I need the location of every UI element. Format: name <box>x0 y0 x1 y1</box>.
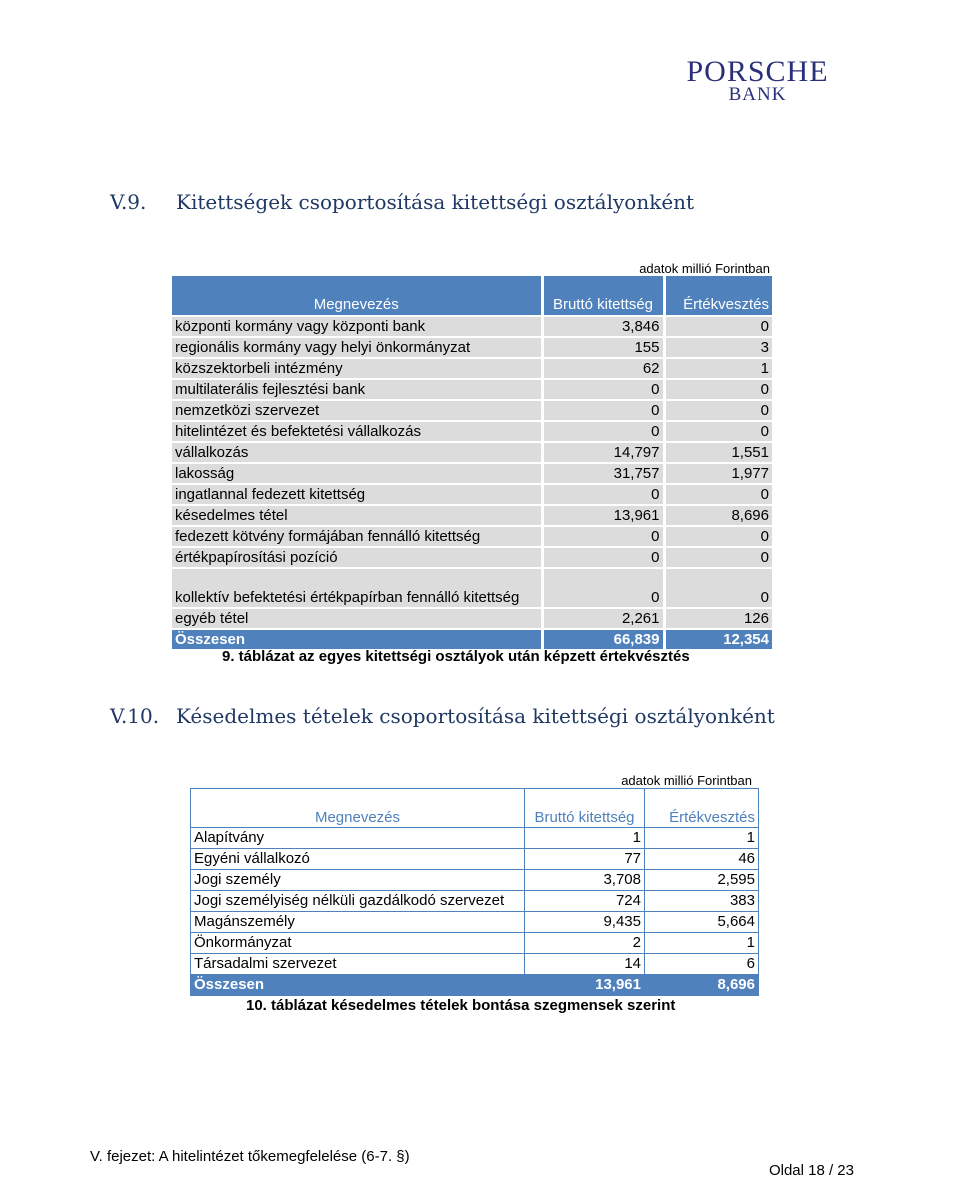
row-impairment: 383 <box>645 891 759 912</box>
row-impairment: 2,595 <box>645 870 759 891</box>
row-impairment: 0 <box>664 379 772 400</box>
row-impairment: 0 <box>664 526 772 547</box>
table-row <box>172 400 772 421</box>
table-row <box>172 505 772 526</box>
header-impairment: Értékvesztés <box>645 789 759 828</box>
section2-caption: 10. táblázat késedelmes tételek bontása szegmensek szerint <box>246 997 676 1014</box>
table-row <box>172 463 772 484</box>
row-impairment: 0 <box>664 568 772 608</box>
row-gross-exposure: 1 <box>525 828 645 849</box>
row-gross-exposure: 13,961 <box>542 505 664 526</box>
section1-caption: 9. táblázat az egyes kitettségi osztályok után képzett értekvésztés <box>222 648 690 665</box>
logo-line1: PORSCHE <box>686 55 829 88</box>
row-gross-exposure: 0 <box>542 379 664 400</box>
row-impairment: 6 <box>645 954 759 975</box>
header-name: Megnevezés <box>191 789 525 828</box>
row-impairment: 126 <box>664 608 772 629</box>
row-label: Alapítvány <box>191 828 525 849</box>
table-row <box>172 608 772 629</box>
section2-heading <box>110 704 775 728</box>
row-gross-exposure: 14 <box>525 954 645 975</box>
row-impairment: 1,977 <box>664 463 772 484</box>
total-label: Összesen <box>191 975 525 996</box>
table-row <box>191 828 759 849</box>
table-row <box>191 849 759 870</box>
row-gross-exposure: 31,757 <box>542 463 664 484</box>
row-impairment: 0 <box>664 547 772 568</box>
table-row <box>172 442 772 463</box>
row-gross-exposure: 0 <box>542 568 664 608</box>
row-gross-exposure: 0 <box>542 484 664 505</box>
row-impairment: 1,551 <box>664 442 772 463</box>
section1-number: V.9. <box>110 190 147 214</box>
row-label: kollektív befektetési értékpapírban fennálló kitettség <box>172 568 542 608</box>
row-label: késedelmes tétel <box>172 505 542 526</box>
row-label: Társadalmi szervezet <box>191 954 525 975</box>
table-row <box>172 484 772 505</box>
row-label: vállalkozás <box>172 442 542 463</box>
row-gross-exposure: 0 <box>542 547 664 568</box>
footer-page-number: Oldal 18 / 23 <box>768 1162 854 1179</box>
table-header-row <box>172 276 772 316</box>
row-label: nemzetközi szervezet <box>172 400 542 421</box>
row-gross-exposure: 0 <box>542 526 664 547</box>
total-gross-exposure: 13,961 <box>525 975 645 996</box>
row-gross-exposure: 724 <box>525 891 645 912</box>
row-gross-exposure: 2 <box>525 933 645 954</box>
table-row <box>172 358 772 379</box>
row-label: hitelintézet és befektetési vállalkozás <box>172 421 542 442</box>
row-label: Magánszemély <box>191 912 525 933</box>
section2-number: V.10. <box>110 704 160 728</box>
row-gross-exposure: 0 <box>542 400 664 421</box>
row-gross-exposure: 3,846 <box>542 316 664 337</box>
row-label: fedezett kötvény formájában fennálló kitettség <box>172 526 542 547</box>
row-gross-exposure: 3,708 <box>525 870 645 891</box>
table-row <box>172 379 772 400</box>
table-row <box>172 526 772 547</box>
footer-chapter: V. fejezet: A hitelintézet tőkemegfelelése (6-7. §) <box>90 1148 410 1165</box>
header-gross-exposure: Bruttó kitettség <box>542 276 664 316</box>
row-label: lakosság <box>172 463 542 484</box>
logo-line2: BANK <box>728 84 787 105</box>
table-row <box>191 891 759 912</box>
row-label: ingatlannal fedezett kitettség <box>172 484 542 505</box>
table-row <box>172 337 772 358</box>
row-impairment: 46 <box>645 849 759 870</box>
row-impairment: 1 <box>645 828 759 849</box>
row-label: Jogi személyiség nélküli gazdálkodó szervezet <box>191 891 525 912</box>
row-label: regionális kormány vagy helyi önkormányzat <box>172 337 542 358</box>
table-row <box>172 547 772 568</box>
table-total-row <box>191 975 759 996</box>
row-label: értékpapírosítási pozíció <box>172 547 542 568</box>
row-label: egyéb tétel <box>172 608 542 629</box>
row-impairment: 1 <box>664 358 772 379</box>
row-gross-exposure: 77 <box>525 849 645 870</box>
row-impairment: 0 <box>664 484 772 505</box>
table-row <box>191 954 759 975</box>
row-impairment: 0 <box>664 400 772 421</box>
header-gross-exposure: Bruttó kitettség <box>525 789 645 828</box>
row-label: Jogi személy <box>191 870 525 891</box>
row-impairment: 5,664 <box>645 912 759 933</box>
section2-unit-note: adatok millió Forintban <box>621 773 752 788</box>
row-gross-exposure: 155 <box>542 337 664 358</box>
section1-heading <box>110 190 694 214</box>
total-gross-exposure: 66,839 <box>542 629 664 650</box>
section1-unit-note: adatok millió Forintban <box>639 261 770 276</box>
total-impairment: 8,696 <box>645 975 759 996</box>
row-gross-exposure: 14,797 <box>542 442 664 463</box>
row-impairment: 8,696 <box>664 505 772 526</box>
total-label: Összesen <box>172 629 542 650</box>
row-gross-exposure: 2,261 <box>542 608 664 629</box>
row-label: Önkormányzat <box>191 933 525 954</box>
exposure-class-table <box>172 276 772 651</box>
row-impairment: 1 <box>645 933 759 954</box>
row-label: közszektorbeli intézmény <box>172 358 542 379</box>
row-impairment: 3 <box>664 337 772 358</box>
header-impairment: Értékvesztés <box>664 276 772 316</box>
table-row <box>172 568 772 608</box>
row-label: Egyéni vállalkozó <box>191 849 525 870</box>
overdue-items-table <box>190 788 759 996</box>
table-row <box>172 316 772 337</box>
row-impairment: 0 <box>664 421 772 442</box>
table-total-row <box>172 629 772 650</box>
table-row <box>191 933 759 954</box>
row-gross-exposure: 0 <box>542 421 664 442</box>
row-gross-exposure: 62 <box>542 358 664 379</box>
porsche-bank-logo <box>655 55 860 105</box>
row-impairment: 0 <box>664 316 772 337</box>
table-row <box>172 421 772 442</box>
section2-title: Késedelmes tételek csoportosítása kitettségi osztályonként <box>176 704 775 728</box>
row-gross-exposure: 9,435 <box>525 912 645 933</box>
header-name: Megnevezés <box>172 276 542 316</box>
total-impairment: 12,354 <box>664 629 772 650</box>
row-label: multilaterális fejlesztési bank <box>172 379 542 400</box>
table-row <box>191 870 759 891</box>
section1-title: Kitettségek csoportosítása kitettségi osztályonként <box>176 190 695 214</box>
table-header-row <box>191 789 759 828</box>
row-label: központi kormány vagy központi bank <box>172 316 542 337</box>
table-row <box>191 912 759 933</box>
